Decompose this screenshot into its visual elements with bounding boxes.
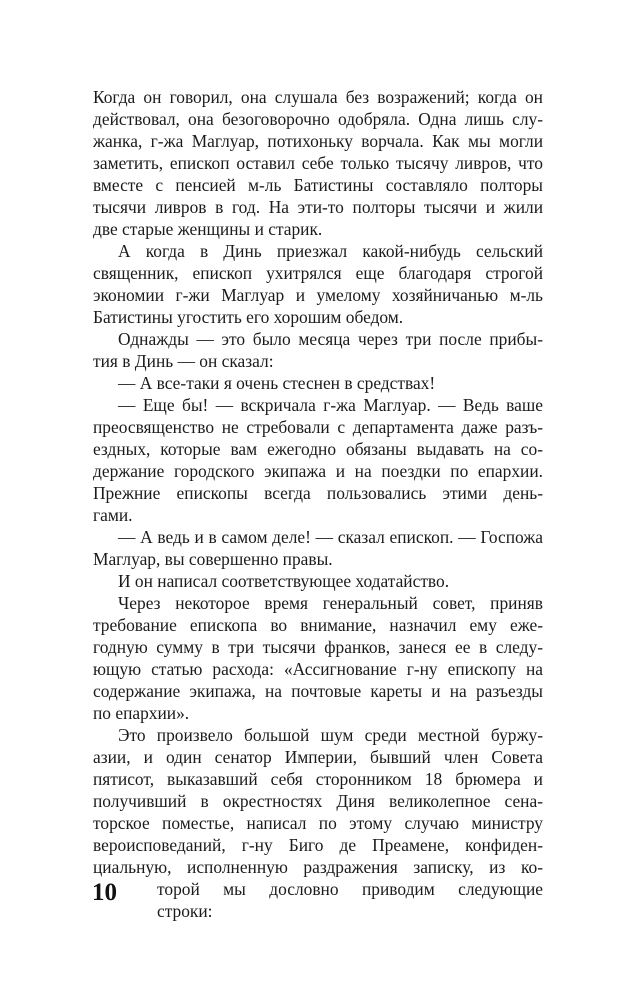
text-line: вероисповеданий, г-ну Биго де Преамене, конфиден- — [93, 835, 543, 855]
text-line: торское поместье, написал по этому случаю министру — [93, 813, 543, 833]
body-text — [0, 86, 632, 921]
text-line: — А все-таки я очень стеснен в средствах! — [118, 373, 436, 393]
text-line: священник, епископ ухитрялся еще благодаря строгой — [93, 263, 543, 283]
text-line: гами. — [93, 505, 133, 525]
text-line: ездных, которые вам ежегодно обязаны выдавать на со- — [93, 439, 543, 459]
text-line: получивший в окрестностях Диня великолепное сена- — [93, 791, 543, 811]
text-line: экономии г-жи Маглуар и умелому хозяйничанью м-ль — [93, 285, 543, 305]
text-line: Прежние епископы всегда пользовались этими день- — [93, 483, 543, 503]
text-line: — Еще бы! — вскричала г-жа Маглуар. — Ведь ваше — [118, 395, 543, 415]
text-line: строки: — [157, 901, 213, 921]
text-line: И он написал соответствующее ходатайство. — [118, 571, 450, 591]
text-line: Когда он говорил, она слушала без возражений; когда он — [93, 87, 543, 107]
page-number: 10 — [92, 879, 117, 906]
text-line: азии, и один сенатор Империи, бывший член Совета — [93, 747, 543, 767]
text-line: действовал, она безоговорочно одобряла. Одна лишь слу- — [93, 109, 543, 129]
text-line: Батистины угостить его хорошим обедом. — [93, 307, 404, 327]
text-line: жанка, г-жа Маглуар, потихоньку ворчала. Как мы могли — [93, 131, 543, 151]
text-line: Однажды — это было месяца через три после прибы- — [118, 329, 543, 349]
text-line: годную сумму в три тысячи франков, занеся ее в следу- — [93, 637, 543, 657]
text-line: преосвященство не стребовали с департамента даже разъ- — [93, 417, 543, 437]
text-line: тысячи ливров в год. На эти-то полторы тысячи и жили — [93, 197, 543, 217]
text-line: по епархии». — [93, 703, 190, 723]
text-line: две старые женщины и старик. — [93, 219, 323, 239]
text-line: пятисот, выказавший себя сторонником 18 брюмера и — [93, 769, 543, 789]
text-line: содержание экипажа, на почтовые кареты и на разъезды — [93, 681, 543, 701]
text-line: Это произвело большой шум среди местной буржу- — [118, 725, 543, 745]
text-line: циальную, исполненную раздражения записку, из ко- — [93, 857, 543, 877]
text-line: вместе с пенсией м-ль Батистины составляло полторы — [93, 175, 543, 195]
text-line: ющую статью расхода: «Ассигнование г-ну епископу на — [93, 659, 543, 679]
text-line: тия в Динь — он сказал: — [93, 351, 274, 371]
text-line: — А ведь и в самом деле! — сказал епископ. — Госпожа — [118, 527, 543, 547]
text-line: требование епископа во внимание, назначил ему еже- — [93, 615, 543, 635]
text-line: Через некоторое время генеральный совет, приняв — [118, 593, 543, 613]
text-line: А когда в Динь приезжал какой-нибудь сельский — [118, 241, 543, 261]
text-line: держание городского экипажа и на поездки по епархии. — [93, 461, 543, 481]
text-line: Маглуар, вы совершенно правы. — [93, 549, 333, 569]
text-line: заметить, епископ оставил себе только тысячу ливров, что — [93, 153, 543, 173]
text-line: торой мы дословно приводим следующие — [157, 879, 543, 899]
